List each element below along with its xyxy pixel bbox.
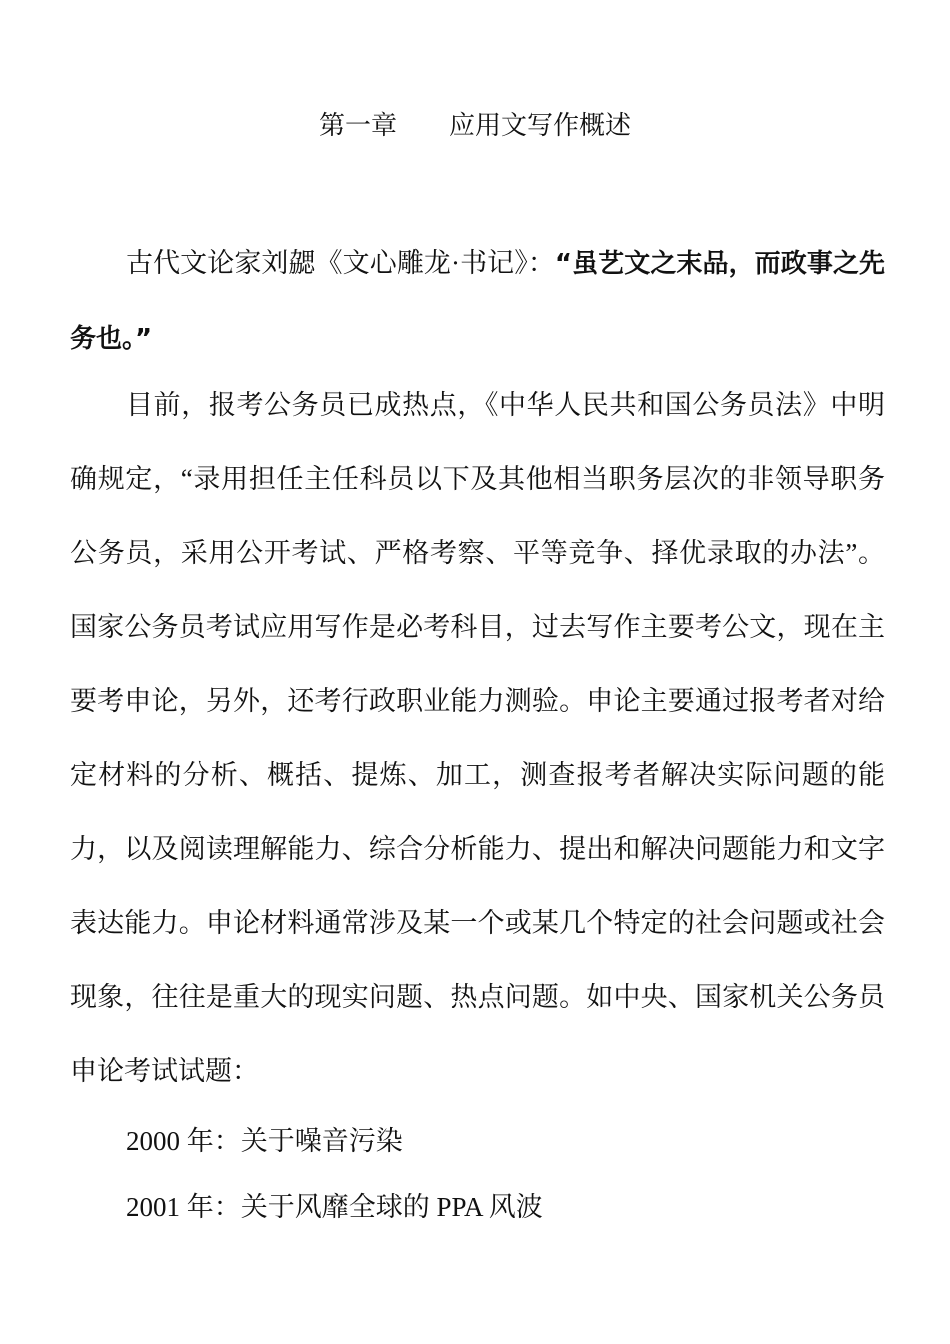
intro-lead-text: 古代文论家刘勰《文心雕龙·书记》： bbox=[126, 248, 555, 278]
intro-paragraph bbox=[70, 226, 885, 376]
body-paragraph: 目前，报考公务员已成热点，《中华人民共和国公务员法》中明确规定，“录用担任主任科员以下及其他相当职务层次的非领导职务公务员，采用公开考试、严格考察、平等竞争、择优录取的办法”。国家公务员考试应用写作是必考科目，过去写作主要考公文，现在主要考申论，另外，还考行政职业能力测验。申论主要通过报考者对给定材料的分析、概括、提炼、加工，测查报考者解决实际问题的能力，以及阅读理解能力、综合分析能力、提出和解决问题能力和文字表达能力。申论材料通常涉及某一个或某几个特定的社会问题或社会现象，往往是重大的现实问题、热点问题。如中央、国家机关公务员申论考试试题： bbox=[70, 390, 885, 1086]
exam-topic-2001: 2001 年：关于风靡全球的 PPA 风波 bbox=[126, 1192, 543, 1222]
chapter-title: 第一章 应用文写作概述 bbox=[318, 111, 631, 141]
intro-quote: “虽艺文之末品，而政事之先务也。” bbox=[70, 249, 885, 354]
document-body bbox=[70, 226, 885, 1240]
exam-topic-2000: 2000 年：关于噪音污染 bbox=[126, 1126, 403, 1156]
